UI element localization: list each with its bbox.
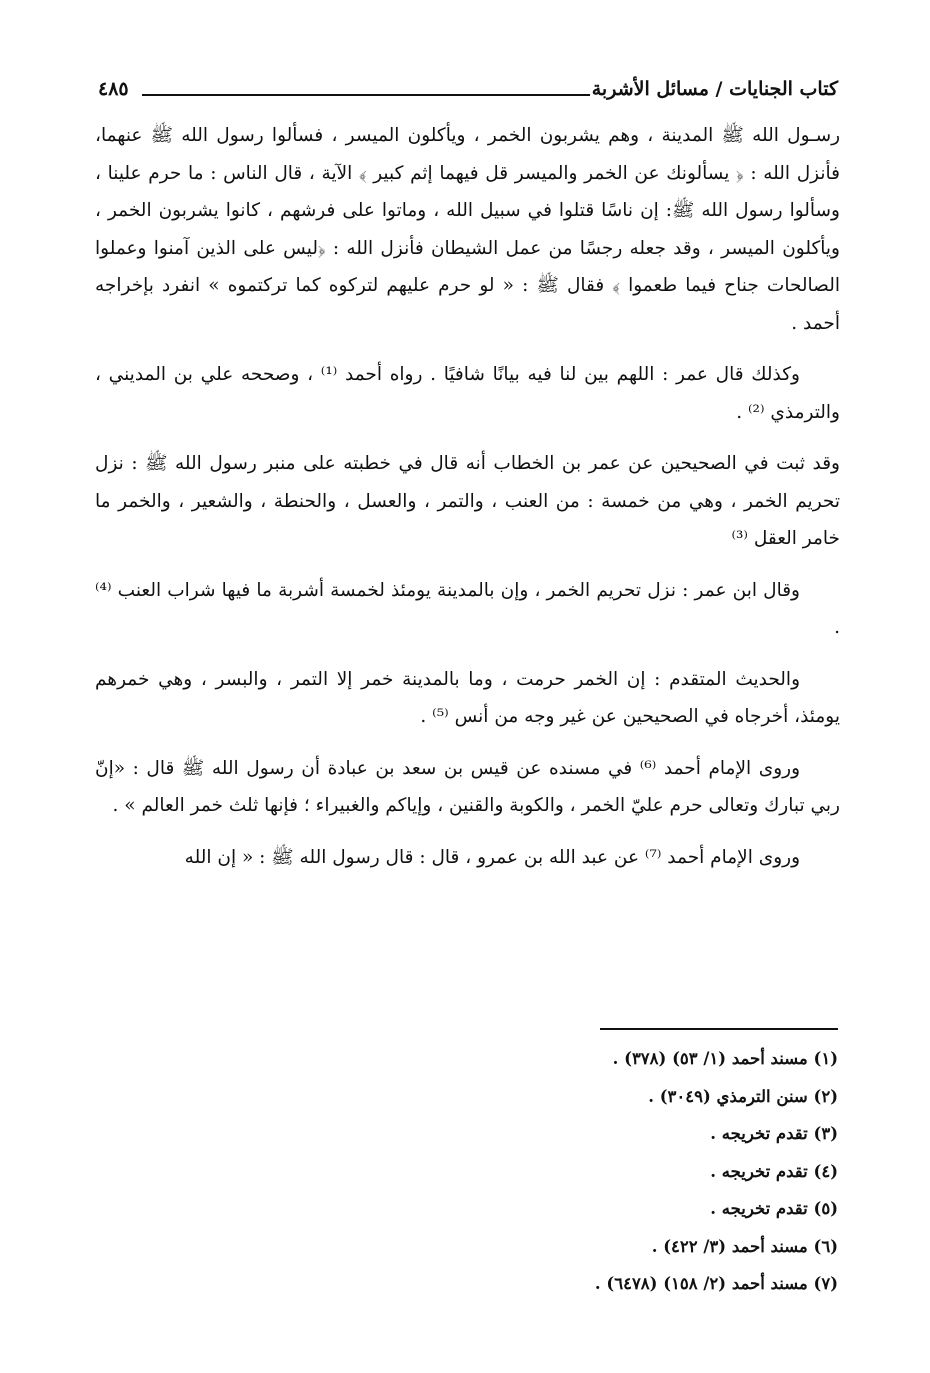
main-text bbox=[95, 117, 840, 890]
footnotes bbox=[418, 1040, 838, 1303]
footnote-2: (٢) سنن الترمذي (٣٠٤٩) . bbox=[648, 1086, 838, 1106]
paragraph-7: وروى الإمام أحمد ⁽⁷⁾ عن عبد الله بن عمرو ، قال : قال رسول الله ﷺ : « إن الله bbox=[184, 846, 800, 868]
footnote-6: (٦) مسند أحمد (٣/ ٤٢٢) . bbox=[651, 1236, 838, 1256]
paragraph-4: وقال ابن عمر : نزل تحريم الخمر ، وإن بالمدينة يومئذ لخمسة أشربة ما فيها شراب العنب ⁽⁴⁾ . bbox=[95, 579, 840, 638]
header-title: كتاب الجنايات / مسائل الأشربة bbox=[591, 78, 838, 100]
footnote-7: (٧) مسند أحمد (٢/ ١٥٨) (٦٤٧٨) . bbox=[594, 1274, 838, 1293]
paragraph-3: وقد ثبت في الصحيحين عن عمر بن الخطاب أنه قال في خطبته على منبر رسول الله ﷺ : نزل تحريم الخمر ، وهي من خمسة : من العنب ، والتمر ، والعسل ، والحنطة ، والشعير ، والخمر ما خامر العقل ⁽³⁾ bbox=[95, 453, 840, 549]
header-rule bbox=[142, 94, 590, 96]
running-header bbox=[98, 70, 838, 110]
footnote-4: (٤) تقدم تخريجه . bbox=[710, 1161, 838, 1181]
paragraph-2: وكذلك قال عمر : اللهم بين لنا فيه بيانًا شافيًا . رواه أحمد ⁽¹⁾ ، وصححه علي بن المديني ، والترمذي ⁽²⁾ . bbox=[95, 364, 840, 423]
footnote-1: (١) مسند أحمد (١/ ٥٣) (٣٧٨) . bbox=[612, 1049, 838, 1068]
paragraph-1: رسـول الله ﷺ المدينة ، وهم يشربون الخمر ، ويأكلون الميسر ، فسألوا رسول الله ﷺ عنهما، فأنزل الله : ﴿ يسألونك عن الخمر والميسر قل فيهما إثم كبير ﴾ الآية ، قال الناس : ما حرم علينا ، وسألوا رسول الله ﷺ: إن ناسًا قتلوا في سبيل الله ، وماتوا على فرشهم ، كانوا يشربون الخمر ، ويأكلون الميسر ، وقد جعله رجسًا من عمل الشيطان فأنزل الله : ﴿ليس على الذين آمنوا وعملوا الصالحات جناح فيما طعموا ﴾ فقال ﷺ : « لو حرم عليهم لتركوه كما تركتموه » انفرد بإخراجه أحمد . bbox=[95, 125, 840, 334]
paragraph-6: وروى الإمام أحمد ⁽⁶⁾ في مسنده عن قيس بن سعد بن عبادة أن رسول الله ﷺ قال : «إنّ ربي تبارك وتعالى حرم عليّ الخمر ، والكوبة والقنين ، وإياكم والغبيراء ؛ فإنها ثلث خمر العالم » . bbox=[95, 757, 840, 816]
footnote-3: (٣) تقدم تخريجه . bbox=[710, 1124, 838, 1143]
footnote-5: (٥) تقدم تخريجه . bbox=[710, 1199, 838, 1218]
footnote-separator bbox=[600, 1028, 838, 1030]
paragraph-5: والحديث المتقدم : إن الخمر حرمت ، وما بالمدينة خمر إلا التمر ، والبسر ، وهي خمرهم يومئذ، أخرجاه في الصحيحين عن غير وجه من أنس ⁽⁵⁾ . bbox=[95, 668, 840, 727]
page-number: ٤٨٥ bbox=[98, 78, 129, 100]
